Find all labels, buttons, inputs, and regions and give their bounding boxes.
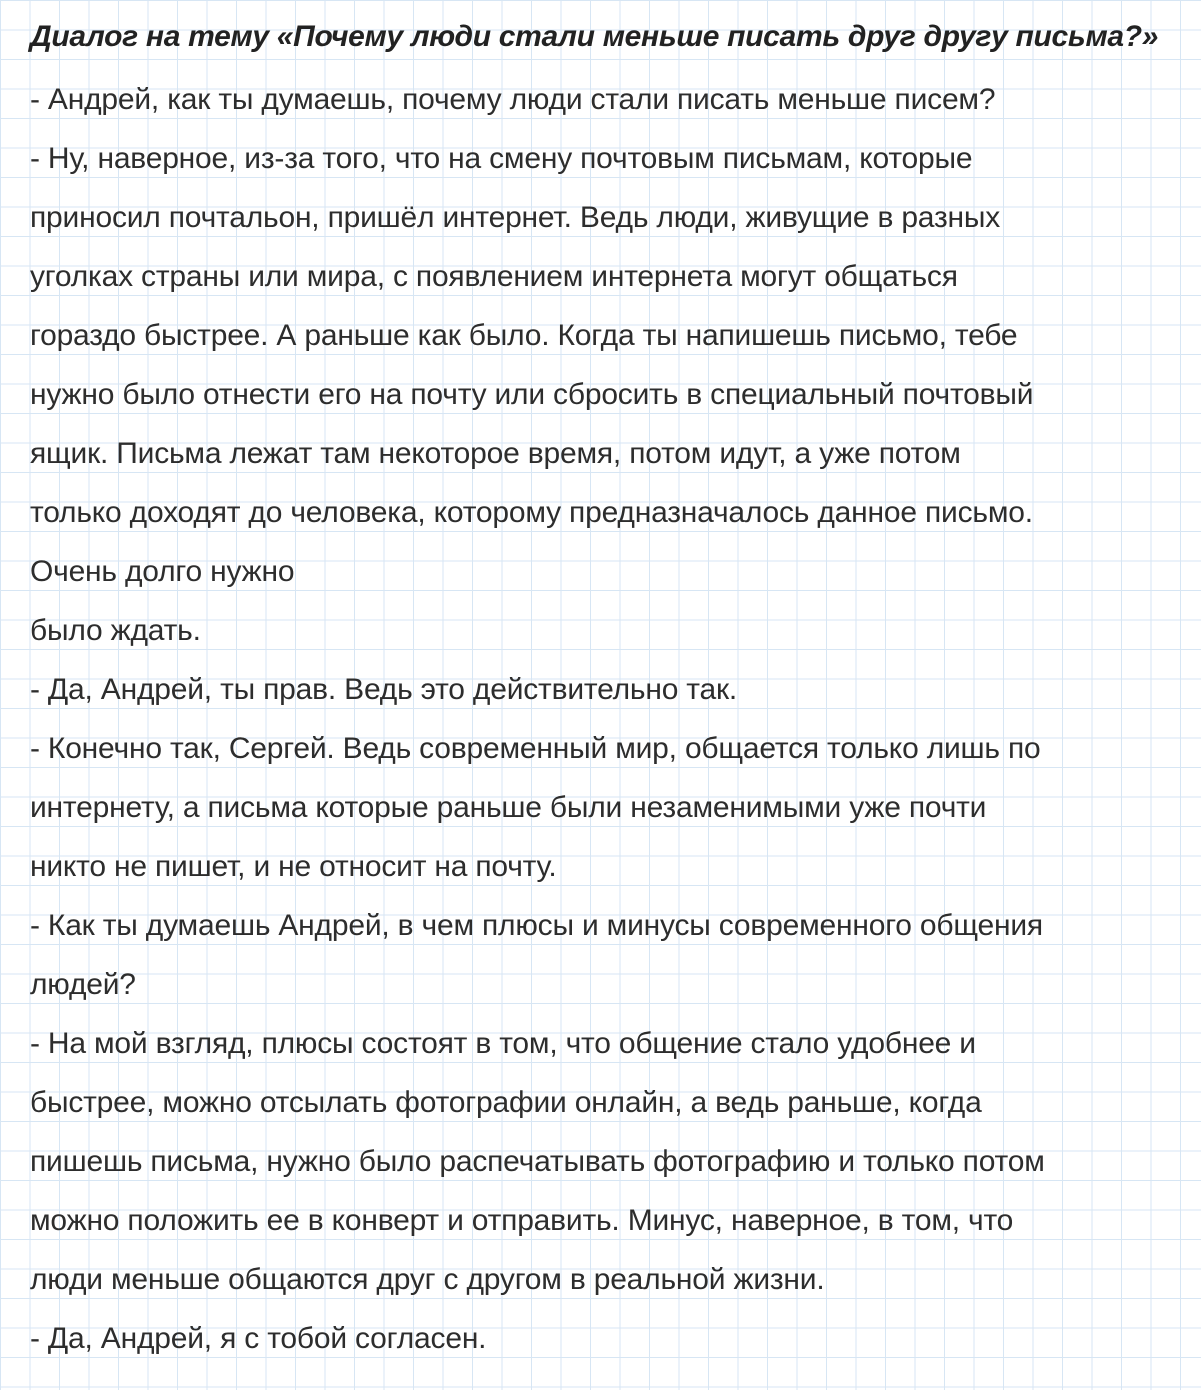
text-line: - Андрей, как ты думаешь, почему люди стали писать меньше писем? [30, 83, 996, 116]
text-line: - Конечно так, Сергей. Ведь современный мир, общается только лишь по [30, 732, 1041, 765]
text-line: было ждать. [30, 614, 201, 647]
text-line: приносил почтальон, пришёл интернет. Ведь люди, живущие в разных [30, 201, 1001, 234]
text-line: гораздо быстрее. А раньше как было. Когда ты напишешь письмо, тебе [30, 319, 1018, 352]
text-line: Очень долго нужно [30, 555, 295, 588]
text-line: - Ну, наверное, из-за того, что на смену почтовым письмам, которые [30, 142, 973, 175]
text-line: уголках страны или мира, с появлением интернета могут общаться [30, 260, 958, 293]
text-line: - Да, Андрей, я с тобой согласен. [30, 1322, 487, 1355]
text-line: только доходят до человека, которому предназначалось данное письмо. [30, 496, 1033, 529]
text-line: - Как ты думаешь Андрей, в чем плюсы и минусы современного общения [30, 909, 1043, 942]
dialog-text [30, 70, 1201, 1368]
text-line: - На мой взгляд, плюсы состоят в том, что общение стало удобнее и [30, 1027, 976, 1060]
text-line: пишешь письма, нужно было распечатывать фотографию и только потом [30, 1145, 1045, 1178]
text-line: ящик. Письма лежат там некоторое время, потом идут, а уже потом [30, 437, 961, 470]
text-line: можно положить ее в конверт и отправить. Минус, наверное, в том, что [30, 1204, 1014, 1237]
dialog-title: Диалог на тему «Почему люди стали меньше писать друг другу письма?» [30, 20, 1159, 53]
text-line: людей? [30, 968, 136, 1001]
text-line: быстрее, можно отсылать фотографии онлайн, а ведь раньше, когда [30, 1086, 982, 1119]
text-line: нужно было отнести его на почту или сбросить в специальный почтовый [30, 378, 1034, 411]
text-line: - Да, Андрей, ты прав. Ведь это действительно так. [30, 673, 738, 706]
text-line: никто не пишет, и не относит на почту. [30, 850, 557, 883]
text-line: интернету, а письма которые раньше были незаменимыми уже почти [30, 791, 987, 824]
text-line: люди меньше общаются друг с другом в реальной жизни. [30, 1263, 825, 1296]
